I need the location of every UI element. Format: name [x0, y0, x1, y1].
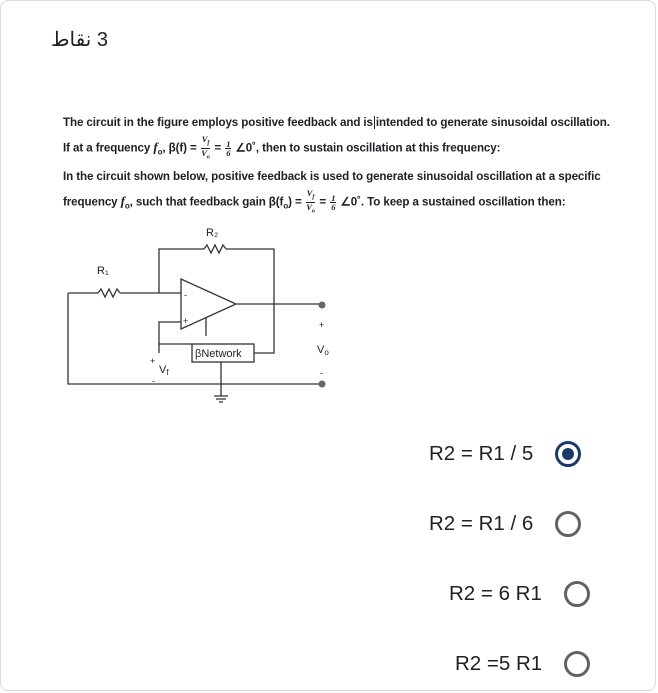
opamp-plus-label: + [183, 316, 189, 326]
option-row-3[interactable] [449, 581, 590, 607]
beta-network-label: βNetwork [195, 348, 242, 360]
r1-resistor [98, 289, 120, 297]
option-label-4: R2 =5 R1 [455, 652, 543, 675]
vo-plus: + [319, 320, 325, 330]
frac-one: 1 [226, 138, 231, 149]
question-line-3: In the circuit shown below, positive feedback is used to generate sinusoidal oscillation at a specific [63, 170, 601, 183]
r2-wire-right [226, 249, 274, 305]
q4-frac-vf-vo: $\frac{V_f}{V_o}$ [306, 188, 315, 215]
q2-frac-vf-vo: $\frac{V_f}{V_o}$ [201, 134, 210, 161]
r2-label: R₂ [206, 227, 219, 239]
question-line-2: If at a frequency $f_o$, β(f) = $\frac{V_f}{V_o}$ = $\frac{1}{6}$ ∠0˚, then to sustain oscillation at this frequency: [63, 134, 501, 161]
output-terminal-bottom [319, 381, 326, 388]
q2-frac-one-six [225, 140, 231, 157]
beta-right-wire [254, 305, 274, 353]
vf-minus: - [152, 376, 155, 386]
vf-plus: + [150, 356, 156, 366]
option-radio-1[interactable] [555, 441, 581, 467]
q2-f: f [153, 139, 158, 155]
option-radio-2[interactable] [555, 511, 581, 537]
question-line-1a: The circuit in the figure employs positive feedback and is [63, 116, 373, 129]
option-radio-4[interactable] [564, 651, 590, 677]
points-label: 3 نقاط [51, 29, 108, 51]
question-line-4: frequency $f_o$, such that feedback gain $\beta(f_o)$ = $\frac{V_f}{V_o}$ = $\frac{1}{6}$ ∠0˚. To keep a sustained oscillation then: [63, 188, 566, 215]
plus-input-wire [159, 322, 181, 344]
q2-text-a: If at a frequency [63, 141, 154, 155]
option-radio-3[interactable] [564, 581, 590, 607]
frac-vf: V [201, 134, 208, 144]
q4-text-a: frequency [63, 195, 121, 209]
oscillator-circuit-diagram [56, 216, 346, 416]
opamp-minus-label: - [184, 290, 187, 300]
text-cursor [374, 116, 375, 129]
q4-angle: ∠0˚ [340, 195, 361, 209]
option-label-1: R2 = R1 / 5 [429, 442, 534, 465]
option-label-3: R2 = 6 R1 [449, 582, 542, 605]
r1-label: R₁ [97, 265, 109, 277]
r2-resistor [204, 245, 226, 253]
q2-end: , then to sustain oscillation at this frequency: [255, 141, 501, 155]
q2-angle: ∠0˚ [235, 141, 256, 155]
question-line-1 [63, 116, 610, 129]
option-label-2: R2 = R1 / 6 [429, 512, 534, 535]
vo-minus: - [320, 368, 323, 378]
q4-text-b: , such that feedback gain β(f [129, 195, 284, 209]
frac-six: 6 [226, 147, 231, 158]
frac-vo: V [201, 147, 207, 158]
output-terminal-top [319, 302, 326, 309]
option-row-4[interactable] [455, 651, 590, 677]
vf-label: Vf [159, 364, 169, 377]
q4-text-c: ) = [288, 195, 305, 209]
question-line-1b: intended to generate sinusoidal oscillation. [375, 116, 610, 129]
ground-icon [214, 396, 228, 402]
vo-label: Vo [317, 344, 329, 357]
option-row-1[interactable] [429, 441, 581, 467]
q4-frac-one-six: $\frac{1}{6}$ [331, 192, 336, 212]
option-row-2[interactable] [429, 511, 581, 537]
q2-beta: , β(f) = [162, 141, 200, 155]
q2-f-sub: o [157, 147, 163, 157]
q4-end: . To keep a sustained oscillation then: [360, 195, 566, 209]
op-amp [181, 279, 236, 329]
